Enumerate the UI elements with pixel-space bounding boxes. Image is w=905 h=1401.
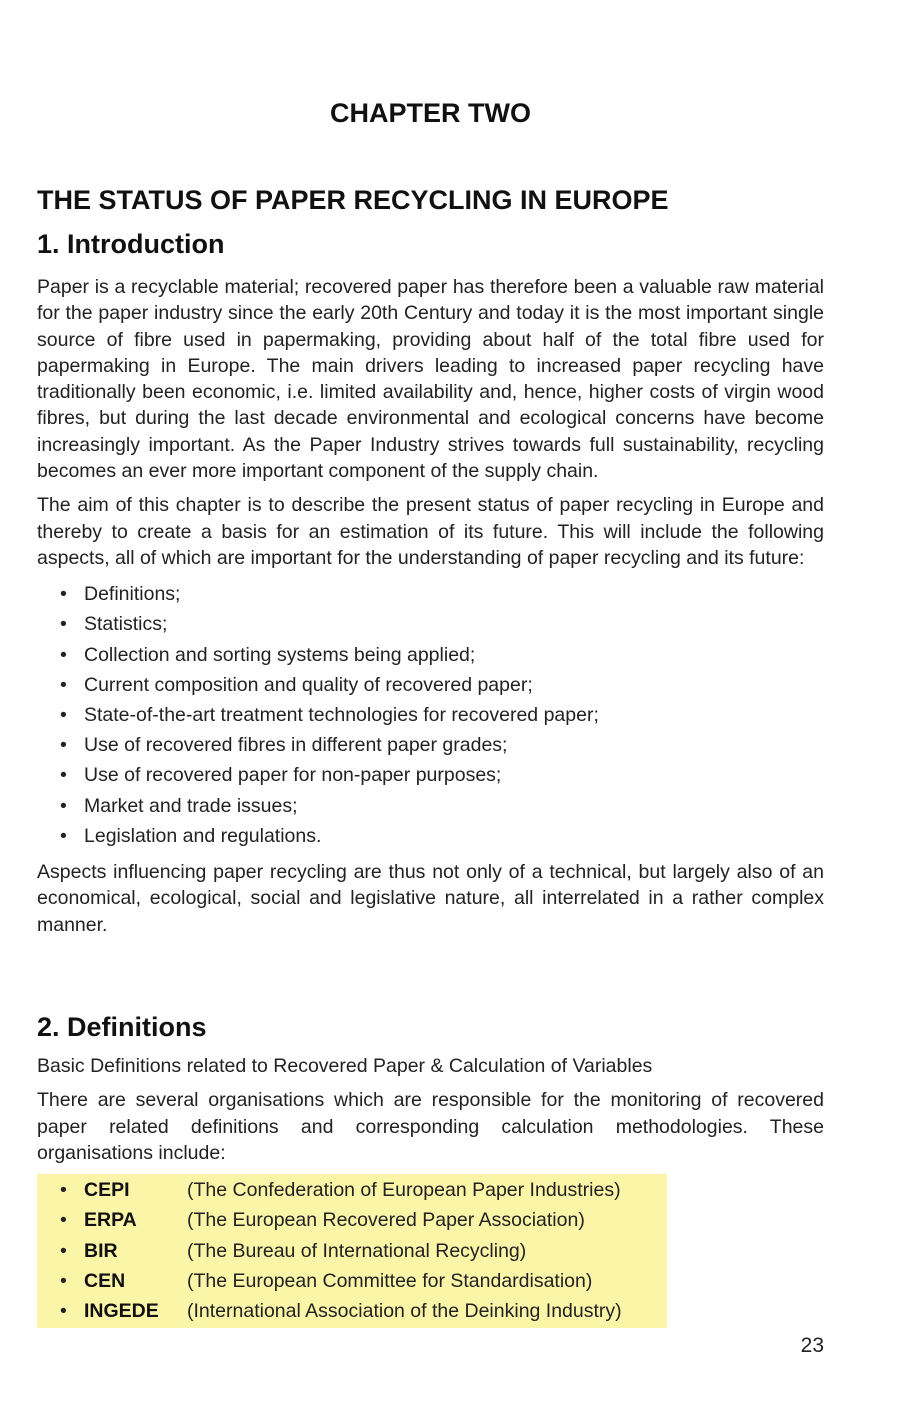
list-item <box>37 670 824 700</box>
org-abbreviation: BIR <box>84 1239 118 1262</box>
bullet-icon: • <box>60 1299 67 1322</box>
introduction-body <box>37 274 824 946</box>
document-page <box>37 0 824 1401</box>
org-full-name: (The Confederation of European Paper Industries) <box>187 1179 621 1202</box>
aspect-text: State-of-the-art treatment technologies for recovered paper; <box>84 704 599 727</box>
list-item <box>37 640 824 670</box>
list-item <box>37 579 824 609</box>
list-item <box>37 609 824 639</box>
org-abbreviation: ERPA <box>84 1209 137 1232</box>
list-item <box>37 700 824 730</box>
aspect-text: Definitions; <box>84 583 181 606</box>
list-item <box>37 1205 667 1235</box>
bullet-icon: • <box>60 1269 67 1292</box>
bullet-icon: • <box>60 764 67 787</box>
organisations-list <box>37 1174 667 1328</box>
org-abbreviation: INGEDE <box>84 1299 159 1322</box>
org-full-name: (The European Recovered Paper Association) <box>187 1209 585 1232</box>
aspect-text: Market and trade issues; <box>84 794 298 817</box>
aspect-text: Use of recovered fibres in different paper grades; <box>84 734 508 757</box>
list-item <box>37 821 824 851</box>
aspect-text: Statistics; <box>84 613 168 636</box>
bullet-icon: • <box>60 1239 67 1262</box>
definitions-body <box>37 1053 824 1328</box>
bullet-icon: • <box>60 583 67 606</box>
bullet-icon: • <box>60 673 67 696</box>
definitions-paragraph-1: There are several organisations which are responsible for the monitoring of recovered paper related definitions and corresponding calculation methodologies. These organisations include: <box>37 1089 824 1164</box>
page-number: 23 <box>800 1334 824 1357</box>
list-item <box>37 1266 667 1296</box>
aspect-text: Legislation and regulations. <box>84 824 322 847</box>
section-heading-definitions: 2. Definitions <box>37 1012 207 1042</box>
aspect-text: Collection and sorting systems being applied; <box>84 643 476 666</box>
bullet-icon: • <box>60 1209 67 1232</box>
bullet-icon: • <box>60 794 67 817</box>
bullet-icon: • <box>60 704 67 727</box>
chapter-label: CHAPTER TWO <box>330 98 531 128</box>
bullet-icon: • <box>60 613 67 636</box>
org-abbreviation: CEN <box>84 1269 126 1292</box>
bullet-icon: • <box>60 1179 67 1202</box>
list-item <box>37 1296 667 1326</box>
list-item <box>37 1236 667 1266</box>
aspect-text: Use of recovered paper for non-paper purposes; <box>84 764 502 787</box>
org-full-name: (The European Committee for Standardisation) <box>187 1269 593 1292</box>
list-item <box>37 1175 667 1205</box>
bullet-icon: • <box>60 734 67 757</box>
intro-paragraph-2: The aim of this chapter is to describe the present status of paper recycling in Europe and thereby to create a basis for an estimation of its future. This will include the following aspects, all of which are important for the understanding of paper recycling and its future: <box>37 494 824 569</box>
intro-paragraph-3: Aspects influencing paper recycling are thus not only of a technical, but largely also of an economical, ecological, social and legislative nature, all interrelated in a rather complex manner. <box>37 860 824 936</box>
aspects-list <box>37 579 824 851</box>
bullet-icon: • <box>60 643 67 666</box>
org-full-name: (International Association of the Deinking Industry) <box>187 1299 622 1322</box>
chapter-title: THE STATUS OF PAPER RECYCLING IN EUROPE <box>37 185 669 215</box>
definitions-subtitle: Basic Definitions related to Recovered Paper & Calculation of Variables <box>37 1055 653 1077</box>
bullet-icon: • <box>60 824 67 847</box>
intro-paragraph-1: Paper is a recyclable material; recovered paper has therefore been a valuable raw material for the paper industry since the early 20th Century and today it is the most important single source of fibre used in papermaking, providing about half of the total fibre used for papermaking in Europe. The main drivers leading to increased paper recycling have traditionally been economic, i.e. limited availability and, hence, higher costs of virgin wood fibres, but during the last decade environmental and ecological concerns have become increasingly important. As the Paper Industry strives towards full sustainability, recycling becomes an ever more important component of the supply chain. <box>37 276 824 483</box>
list-item <box>37 760 824 790</box>
section-heading-introduction: 1. Introduction <box>37 229 225 259</box>
list-item <box>37 791 824 821</box>
org-full-name: (The Bureau of International Recycling) <box>187 1239 527 1262</box>
org-abbreviation: CEPI <box>84 1179 130 1202</box>
list-item <box>37 730 824 760</box>
aspect-text: Current composition and quality of recovered paper; <box>84 673 533 696</box>
